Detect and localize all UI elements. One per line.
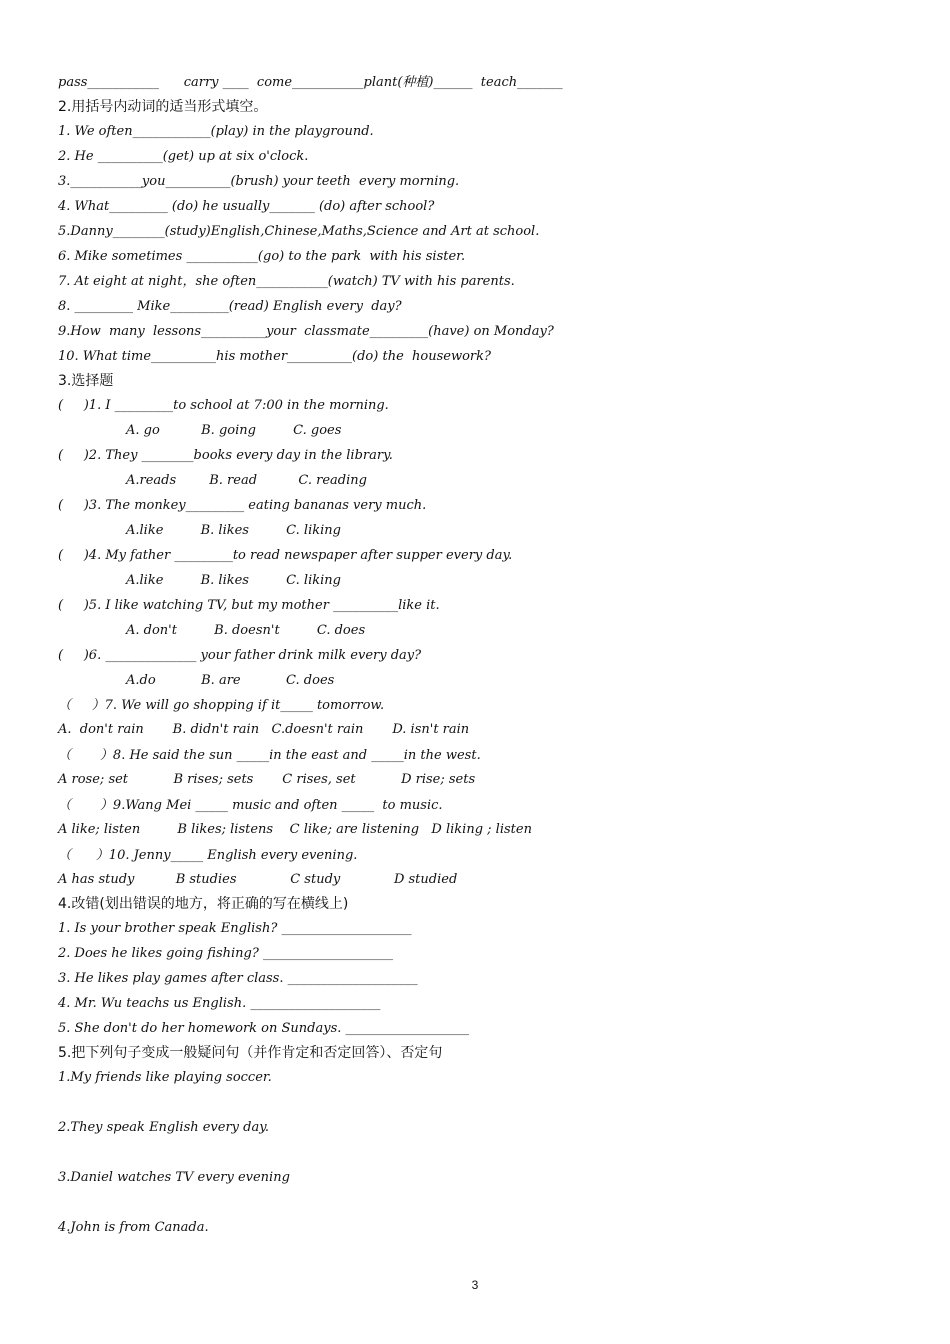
choice-question: ( )2. They ________books every day in the library. (58, 448, 393, 463)
choice-options: A.do B. are C. does (126, 673, 335, 688)
correction-item: 4. Mr. Wu teachs us English. ____________________ (58, 996, 381, 1011)
choice-options: A. don't rain B. didn't rain C.doesn't rain D. isn't rain (58, 722, 470, 737)
choice-question: ( )4. My father _________to read newspaper after supper every day. (58, 548, 513, 563)
section-3-heading: 3.选择题 (58, 373, 114, 389)
section-2-item: 5.Danny________(study)English,Chinese,Maths,Science and Art at school. (58, 224, 540, 239)
correction-item: 2. Does he likes going fishing? ____________________ (58, 946, 393, 961)
transform-sentence: 4.John is from Canada. (58, 1220, 209, 1235)
choice-question: （ ）9.Wang Mei _____ music and often _____ to music. (58, 798, 443, 813)
choice-question: （ ）8. He said the sun _____in the east and _____in the west. (58, 748, 481, 763)
section-2-item: 10. What time__________his mother__________(do) the housework? (58, 349, 491, 364)
choice-options: A like; listen B likes; listens C like; are listening D liking ; listen (58, 822, 532, 837)
section-5-heading: 5.把下列句子变成一般疑问句（并作肯定和否定回答）、否定句 (58, 1045, 443, 1061)
section-2-item: 1. We often____________(play) in the playground. (58, 124, 374, 139)
correction-item: 3. He likes play games after class. ____________________ (58, 971, 418, 986)
correction-item: 1. Is your brother speak English? ____________________ (58, 921, 412, 936)
choice-options: A. go B. going C. goes (126, 423, 342, 438)
section-4-heading: 4.改错(划出错误的地方，将正确的写在横线上) (58, 896, 349, 912)
section-2-item: 6. Mike sometimes ___________(go) to the park with his sister. (58, 249, 466, 264)
choice-options: A. don't B. doesn't C. does (126, 623, 366, 638)
choice-question: ( )1. I _________to school at 7:00 in the morning. (58, 398, 389, 413)
transform-sentence: 2.They speak English every day. (58, 1120, 269, 1135)
section-2-item: 8. _________ Mike_________(read) English every day? (58, 299, 402, 314)
choice-question: ( )6. ______________ your father drink milk every day? (58, 648, 422, 663)
choice-question: ( )5. I like watching TV, but my mother __________like it. (58, 598, 440, 613)
verb-blanks-line: pass___________ carry ____ come___________plant(种植)______ teach_______ (58, 75, 563, 90)
section-2-item: 4. What_________ (do) he usually_______ (do) after school? (58, 199, 435, 214)
section-2-heading: 2.用括号内动词的适当形式填空。 (58, 99, 268, 115)
section-2-item: 9.How many lessons__________your classmate_________(have) on Monday? (58, 324, 554, 339)
section-2-item: 2. He __________(get) up at six o'clock. (58, 149, 309, 164)
correction-item: 5. She don't do her homework on Sundays. ___________________ (58, 1021, 470, 1036)
choice-options: A rose; set B rises; sets C rises, set D rise; sets (58, 772, 476, 787)
choice-options: A.like B. likes C. liking (126, 573, 341, 588)
choice-question: （ ）10. Jenny_____ English every evening. (58, 848, 358, 863)
choice-question: （ ）7. We will go shopping if it_____ tomorrow. (58, 698, 385, 713)
choice-options: A has study B studies C study D studied (58, 872, 458, 887)
choice-question: ( )3. The monkey_________ eating bananas very much. (58, 498, 427, 513)
transform-sentence: 1.My friends like playing soccer. (58, 1070, 272, 1085)
page-number: 3 (471, 1278, 479, 1292)
choice-options: A.like B. likes C. liking (126, 523, 341, 538)
section-2-item: 7. At eight at night，she often___________(watch) TV with his parents. (58, 274, 515, 289)
choice-options: A.reads B. read C. reading (126, 473, 367, 488)
section-2-item: 3.___________you__________(brush) your teeth every morning. (58, 174, 460, 189)
transform-sentence: 3.Daniel watches TV every evening (58, 1170, 290, 1185)
